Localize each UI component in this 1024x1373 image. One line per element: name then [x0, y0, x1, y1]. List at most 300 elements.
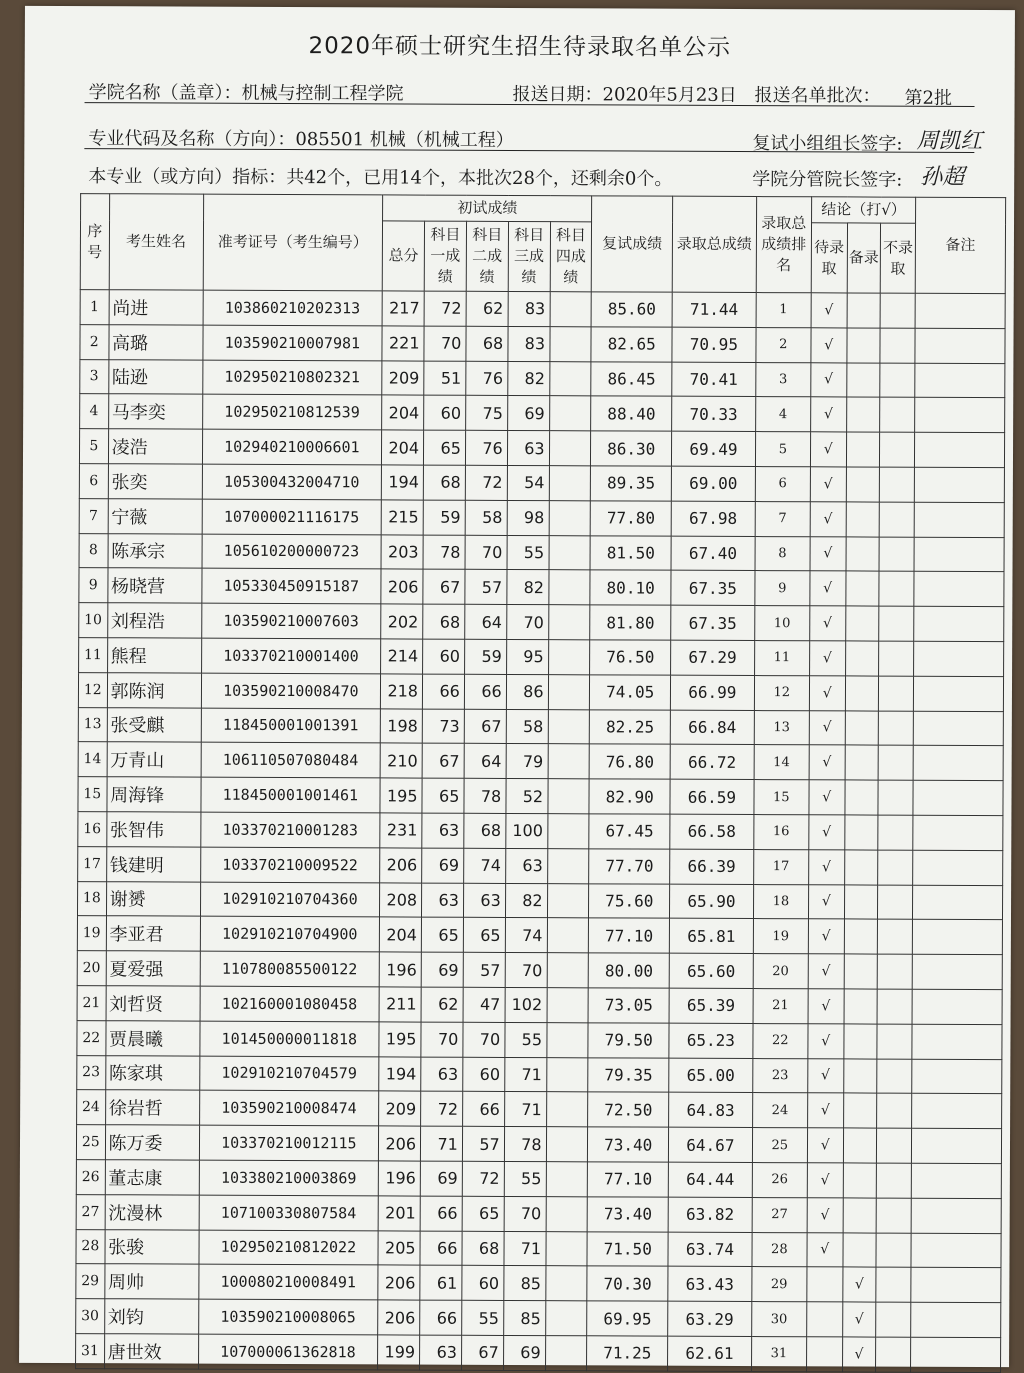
cell-s1: 67: [423, 569, 465, 604]
cell-pending: √: [811, 293, 847, 328]
cell-seq: 1: [80, 290, 109, 325]
cell-s1: 65: [421, 917, 463, 952]
cell-name: 郭陈润: [107, 672, 201, 707]
cell-s4: [548, 674, 590, 709]
cell-s1: 62: [421, 987, 463, 1022]
cell-admit-total: 67.29: [671, 640, 755, 675]
cell-name: 万青山: [107, 742, 201, 777]
table-row: [78, 707, 1003, 746]
cell-name: 刘程浩: [107, 603, 201, 638]
header-exam-no: 准考证号（考生编号）: [203, 194, 383, 291]
cell-rank: 1: [756, 293, 811, 328]
cell-name: 尚进: [109, 290, 203, 325]
cell-backup: [846, 502, 880, 537]
cell-retest: 75.60: [589, 883, 670, 918]
cell-admit-total: 70.95: [672, 327, 756, 362]
cell-admit-total: 69.49: [672, 431, 756, 466]
cell-name: 张智伟: [106, 812, 200, 847]
cell-name: 张受麒: [107, 707, 201, 742]
cell-name: 夏爱强: [106, 951, 200, 986]
cell-s1: 70: [421, 1022, 463, 1057]
cell-s3: 71: [504, 1231, 546, 1266]
cell-pending: √: [808, 954, 844, 989]
cell-remark: [913, 780, 1003, 815]
cell-s4: [547, 988, 589, 1023]
cell-pending: √: [809, 850, 845, 885]
cell-s1: 71: [420, 1126, 462, 1161]
cell-s2: 66: [462, 1092, 504, 1127]
cell-reject: [876, 1302, 911, 1337]
cell-exam-no: 100080210008491: [198, 1264, 378, 1300]
cell-total: 201: [378, 1196, 420, 1231]
cell-backup: [843, 1058, 877, 1093]
cell-s3: 70: [505, 953, 547, 988]
cell-name: 高璐: [109, 325, 203, 360]
cell-s4: [545, 1266, 587, 1301]
cell-remark: [913, 815, 1003, 850]
cell-rank: 2: [756, 327, 811, 362]
cell-retest: 73.40: [588, 1197, 669, 1232]
cell-exam-no: 103370210012115: [199, 1125, 379, 1161]
cell-backup: [845, 745, 879, 780]
table-row: [79, 464, 1004, 503]
cell-admit-total: 63.74: [668, 1232, 752, 1267]
cell-s2: 68: [464, 813, 506, 848]
cell-total: 211: [379, 987, 421, 1022]
cell-remark: [915, 363, 1005, 398]
cell-name: 陆逊: [108, 359, 202, 394]
cell-rank: 29: [752, 1267, 807, 1302]
cell-total: 206: [378, 1300, 420, 1335]
cell-name: 刘钧: [104, 1299, 198, 1334]
cell-pending: √: [807, 1093, 843, 1128]
cell-remark: [913, 676, 1003, 711]
table-row: [77, 1090, 1002, 1129]
table-row: [79, 638, 1004, 677]
cell-pending: √: [810, 397, 846, 432]
cell-seq: 29: [76, 1264, 105, 1299]
cell-s2: 62: [466, 291, 508, 326]
cell-s3: 98: [507, 500, 549, 535]
cell-exam-no: 103590210007981: [202, 325, 382, 361]
cell-name: 张奕: [108, 464, 202, 499]
cell-s1: 66: [420, 1196, 462, 1231]
table-row: [76, 1229, 1001, 1268]
table-row: [78, 812, 1003, 851]
cell-name: 宁薇: [108, 498, 202, 533]
table-row: [77, 1055, 1002, 1094]
cell-total: 204: [380, 917, 422, 952]
cell-pending: √: [811, 362, 847, 397]
major-label: 专业代码及名称（方向）：085501 机械（机械工程）: [88, 128, 514, 151]
cell-exam-no: 107000021116175: [202, 499, 382, 535]
cell-retest: 70.30: [587, 1266, 668, 1301]
cell-rank: 16: [754, 814, 809, 849]
cell-backup: [846, 363, 880, 398]
cell-s4: [548, 709, 590, 744]
cell-s1: 72: [424, 291, 466, 326]
cell-total: 206: [379, 1126, 421, 1161]
cell-reject: [877, 1024, 912, 1059]
cell-admit-total: 67.40: [671, 536, 755, 571]
cell-admit-total: 65.39: [669, 988, 753, 1023]
cell-s4: [545, 1336, 587, 1371]
cell-retest: 86.45: [591, 361, 672, 396]
cell-total: 206: [380, 848, 422, 883]
cell-s4: [547, 883, 589, 918]
cell-remark: [912, 989, 1002, 1024]
cell-total: 206: [381, 569, 423, 604]
cell-total: 198: [380, 708, 422, 743]
cell-retest: 74.05: [590, 675, 671, 710]
cell-remark: [914, 572, 1004, 607]
cell-s1: 65: [423, 430, 465, 465]
header-s2: 科目二成绩: [466, 221, 508, 291]
cell-exam-no: 102160001080458: [200, 986, 380, 1022]
cell-rank: 21: [753, 988, 808, 1023]
cell-s4: [549, 535, 591, 570]
cell-rank: 30: [751, 1302, 806, 1337]
cell-pending: √: [807, 1197, 843, 1232]
table-row: [78, 672, 1003, 711]
quota-label: 本专业（或方向）指标：共42个，已用14个，本批次28个，还剩余0个。: [88, 166, 673, 190]
cell-s3: 85: [503, 1301, 545, 1336]
cell-s1: 66: [420, 1300, 462, 1335]
table-row: [78, 777, 1003, 816]
cell-s2: 57: [465, 570, 507, 605]
table-row: [76, 1299, 1001, 1338]
table-row: [76, 1125, 1001, 1164]
cell-total: 202: [381, 604, 423, 639]
cell-rank: 18: [753, 884, 808, 919]
cell-s2: 66: [464, 674, 506, 709]
cell-admit-total: 69.00: [671, 466, 755, 501]
cell-retest: 73.40: [588, 1127, 669, 1162]
cell-total: 214: [381, 639, 423, 674]
cell-retest: 86.30: [591, 431, 672, 466]
cell-retest: 67.45: [589, 814, 670, 849]
cell-s4: [547, 918, 589, 953]
table-row: [77, 916, 1002, 955]
table-row: [78, 742, 1003, 781]
cell-s4: [549, 396, 591, 431]
cell-reject: [879, 606, 914, 641]
cell-backup: [843, 1093, 877, 1128]
cell-seq: 22: [77, 1020, 106, 1055]
cell-admit-total: 64.44: [668, 1162, 752, 1197]
cell-s2: 72: [465, 465, 507, 500]
cell-admit-total: 65.23: [669, 1023, 753, 1058]
cell-exam-no: 103370210009522: [200, 847, 380, 883]
cell-s1: 69: [421, 952, 463, 987]
cell-s4: [546, 1092, 588, 1127]
cell-admit-total: 64.67: [668, 1127, 752, 1162]
cell-s1: 66: [422, 674, 464, 709]
cell-s3: 79: [506, 744, 548, 779]
cell-seq: 3: [80, 359, 109, 394]
cell-seq: 4: [80, 394, 109, 429]
header-line-college: [85, 78, 975, 109]
cell-retest: 82.90: [589, 779, 670, 814]
cell-remark: [915, 293, 1005, 328]
cell-reject: [877, 989, 912, 1024]
cell-seq: 8: [79, 533, 108, 568]
cell-admit-total: 67.98: [671, 501, 755, 536]
cell-s3: 70: [506, 605, 548, 640]
cell-remark: [915, 328, 1005, 363]
cell-s3: 74: [505, 918, 547, 953]
cell-admit-total: 70.41: [672, 362, 756, 397]
cell-s2: 63: [463, 883, 505, 918]
cell-s2: 75: [465, 396, 507, 431]
cell-total: 194: [379, 1056, 421, 1091]
cell-remark: [911, 1268, 1001, 1303]
cell-reject: [878, 919, 913, 954]
cell-s3: 54: [507, 465, 549, 500]
table-row: [76, 1194, 1001, 1233]
cell-retest: 77.70: [589, 849, 670, 884]
cell-backup: [847, 293, 881, 328]
cell-backup: [845, 710, 879, 745]
cell-seq: 24: [77, 1090, 106, 1125]
cell-seq: 10: [79, 603, 108, 638]
cell-pending: √: [810, 536, 846, 571]
cell-seq: 13: [78, 707, 107, 742]
cell-backup: [843, 1128, 877, 1163]
cell-backup: √: [842, 1267, 876, 1302]
cell-rank: 13: [754, 710, 809, 745]
cell-s4: [547, 848, 589, 883]
cell-s2: 64: [465, 604, 507, 639]
cell-remark: [914, 606, 1004, 641]
cell-s4: [546, 1231, 588, 1266]
cell-total: 221: [382, 326, 424, 361]
cell-backup: [846, 432, 880, 467]
cell-s1: 61: [420, 1265, 462, 1300]
cell-admit-total: 63.82: [668, 1197, 752, 1232]
header-rank: 录取总成绩排名: [756, 197, 812, 293]
cell-exam-no: 106110507080484: [201, 742, 381, 778]
cell-name: 谢赟: [106, 881, 200, 916]
cell-s2: 65: [462, 1196, 504, 1231]
cell-reject: [876, 1267, 911, 1302]
header-reject: 不录取: [881, 223, 916, 293]
cell-total: 205: [378, 1230, 420, 1265]
cell-admit-total: 65.81: [669, 919, 753, 954]
cell-reject: [879, 502, 914, 537]
cell-exam-no: 107000061362818: [198, 1334, 378, 1370]
header-conclusion-group: 结论（打√）: [811, 197, 915, 223]
cell-backup: √: [842, 1302, 876, 1337]
cell-s3: 55: [507, 535, 549, 570]
cell-s4: [546, 1162, 588, 1197]
cell-rank: 5: [755, 432, 810, 467]
cell-rank: 6: [755, 467, 810, 502]
cell-s3: 55: [505, 1022, 547, 1057]
cell-total: 204: [382, 430, 424, 465]
cell-remark: [912, 1024, 1002, 1059]
cell-s4: [548, 779, 590, 814]
cell-exam-no: 102910210704579: [199, 1056, 379, 1092]
cell-name: 沈漫林: [105, 1194, 199, 1229]
cell-s2: 72: [462, 1161, 504, 1196]
cell-backup: [843, 1198, 877, 1233]
cell-rank: 3: [756, 362, 811, 397]
cell-name: 陈承宗: [108, 533, 202, 568]
cell-rank: 27: [752, 1197, 807, 1232]
cell-s1: 68: [423, 465, 465, 500]
cell-total: 203: [381, 534, 423, 569]
cell-admit-total: 64.83: [669, 1092, 753, 1127]
cell-retest: 71.25: [587, 1336, 668, 1371]
cell-seq: 20: [77, 951, 106, 986]
cell-total: 196: [379, 952, 421, 987]
cell-pending: √: [809, 780, 845, 815]
cell-exam-no: 103370210001400: [201, 638, 381, 674]
cell-s1: 72: [421, 1091, 463, 1126]
cell-s3: 71: [504, 1057, 546, 1092]
cell-rank: 9: [755, 571, 810, 606]
cell-backup: [844, 884, 878, 919]
cell-s2: 57: [463, 952, 505, 987]
table-row: [79, 429, 1004, 468]
cell-s3: 63: [507, 431, 549, 466]
cell-pending: √: [809, 676, 845, 711]
cell-s4: [548, 605, 590, 640]
cell-remark: [914, 641, 1004, 676]
cell-s3: 69: [507, 396, 549, 431]
cell-seq: 9: [79, 568, 108, 603]
cell-backup: [843, 1163, 877, 1198]
cell-seq: 14: [78, 742, 107, 777]
table-row: [79, 568, 1004, 607]
cell-seq: 11: [79, 638, 108, 673]
cell-name: 周海锋: [107, 777, 201, 812]
cell-s3: 86: [506, 674, 548, 709]
cell-total: 196: [378, 1161, 420, 1196]
cell-pending: √: [808, 884, 844, 919]
cell-exam-no: 103590210007603: [201, 603, 381, 639]
cell-s4: [549, 466, 591, 501]
cell-pending: √: [808, 1024, 844, 1059]
cell-rank: 11: [754, 641, 809, 676]
cell-seq: 21: [77, 986, 106, 1021]
cell-rank: 24: [752, 1093, 807, 1128]
cell-total: 199: [378, 1335, 420, 1370]
cell-pending: √: [810, 606, 846, 641]
cell-s1: 70: [424, 326, 466, 361]
cell-remark: [913, 746, 1003, 781]
cell-s2: 70: [463, 1022, 505, 1057]
cell-rank: 15: [754, 780, 809, 815]
cell-retest: 82.25: [590, 709, 671, 744]
cell-exam-no: 103380210003869: [199, 1160, 379, 1196]
cell-admit-total: 66.72: [670, 745, 754, 780]
cell-seq: 18: [77, 881, 106, 916]
cell-s4: [546, 1127, 588, 1162]
cell-reject: [876, 1233, 911, 1268]
cell-retest: 80.00: [589, 953, 670, 988]
cell-s3: 78: [504, 1127, 546, 1162]
cell-pending: √: [811, 328, 847, 363]
cell-reject: [876, 1337, 911, 1372]
cell-s4: [549, 500, 591, 535]
cell-remark: [913, 850, 1003, 885]
cell-seq: 31: [76, 1333, 105, 1368]
cell-rank: 22: [753, 1023, 808, 1058]
cell-s4: [550, 292, 592, 327]
cell-s2: 64: [464, 744, 506, 779]
cell-reject: [880, 397, 915, 432]
cell-seq: 19: [77, 916, 106, 951]
cell-retest: 79.50: [588, 1023, 669, 1058]
cell-rank: 14: [754, 745, 809, 780]
cell-exam-no: 118450001001461: [200, 777, 380, 813]
cell-pending: √: [807, 1232, 843, 1267]
table-row: [76, 1333, 1001, 1372]
cell-remark: [911, 1163, 1001, 1198]
header-retest: 复试成绩: [592, 196, 673, 292]
cell-s1: 65: [422, 778, 464, 813]
cell-retest: 81.50: [590, 535, 671, 570]
table-row: [79, 498, 1004, 537]
cell-s3: 71: [504, 1092, 546, 1127]
cell-exam-no: 103860210202313: [203, 290, 383, 326]
cell-s3: 82: [507, 570, 549, 605]
cell-retest: 82.65: [591, 327, 672, 362]
cell-remark: [912, 885, 1002, 920]
cell-total: 217: [382, 291, 424, 326]
cell-backup: [846, 397, 880, 432]
cell-exam-no: 103370210001283: [200, 812, 380, 848]
cell-s3: 63: [505, 848, 547, 883]
cell-pending: √: [810, 467, 846, 502]
cell-rank: 26: [752, 1162, 807, 1197]
cell-rank: 19: [753, 919, 808, 954]
cell-reject: [880, 363, 915, 398]
cell-reject: [878, 850, 913, 885]
cell-remark: [914, 537, 1004, 572]
cell-backup: [846, 467, 880, 502]
cell-remark: [911, 1302, 1001, 1337]
cell-retest: 73.05: [588, 988, 669, 1023]
cell-backup: [845, 780, 879, 815]
cell-s2: 67: [464, 709, 506, 744]
cell-remark: [913, 711, 1003, 746]
cell-name: 徐岩哲: [105, 1090, 199, 1125]
cell-admit-total: 66.84: [670, 710, 754, 745]
cell-s4: [549, 361, 591, 396]
table-row: [80, 394, 1005, 433]
cell-remark: [911, 1233, 1001, 1268]
cell-s2: 47: [463, 987, 505, 1022]
leader-label: 复试小组组长签字:: [752, 133, 903, 155]
cell-admit-total: 63.29: [668, 1301, 752, 1336]
cell-s4: [547, 953, 589, 988]
cell-admit-total: 63.43: [668, 1266, 752, 1301]
header-remark: 备注: [915, 197, 1005, 293]
cell-s3: 69: [503, 1335, 545, 1370]
cell-reject: [877, 1128, 912, 1163]
cell-s2: 60: [463, 1057, 505, 1092]
cell-admit-total: 66.99: [670, 675, 754, 710]
cell-pending: √: [807, 1128, 843, 1163]
cell-s1: 66: [420, 1231, 462, 1266]
cell-reject: [879, 537, 914, 572]
cell-s4: [546, 1196, 588, 1231]
cell-admit-total: 65.60: [669, 953, 753, 988]
cell-remark: [915, 398, 1005, 433]
